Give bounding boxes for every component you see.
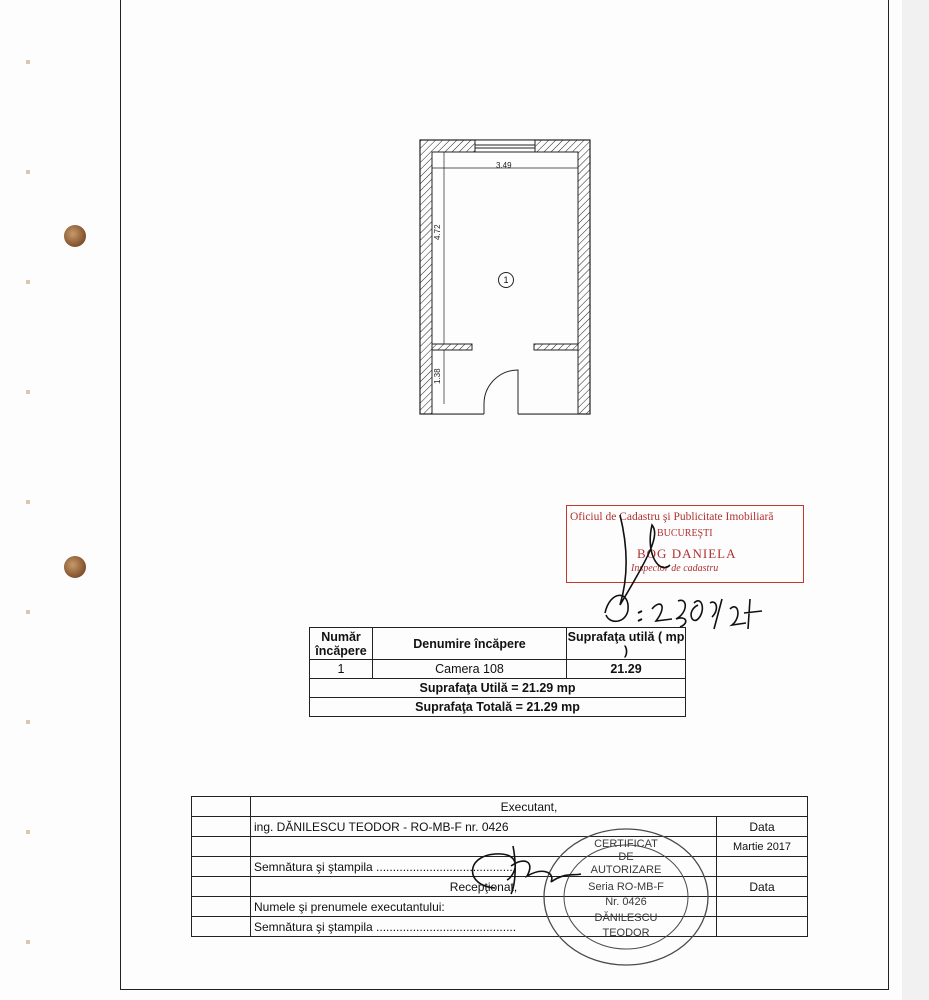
executant-signature xyxy=(455,836,585,896)
dimension-height-upper-label: 4.72 xyxy=(433,224,442,240)
seal-line: Seria RO-MB-F xyxy=(588,881,664,893)
receptionat-title: Recepţionat, xyxy=(251,877,717,897)
total-overall-area: Suprafaţa Totală = 21.29 mp xyxy=(310,698,686,717)
seal-line: CERTIFICAT xyxy=(594,838,658,850)
dimension-height-lower-label: 1.38 xyxy=(433,368,442,384)
executant-name: ing. DĂNILESCU TEODOR - RO-MB-F nr. 0426 xyxy=(251,817,717,837)
header-room-area: Suprafaţa utilă ( mp ) xyxy=(567,629,685,658)
stamp-line-role: Inspector de cadastru xyxy=(631,563,719,574)
data-label: Data xyxy=(717,877,808,897)
room-number-marker: 1 xyxy=(498,272,514,288)
seal-line: DE xyxy=(618,851,634,863)
page-frame-left xyxy=(120,0,121,990)
data-label: Data xyxy=(717,817,808,837)
seal-line: Nr. 0426 xyxy=(605,896,647,908)
page-frame-right xyxy=(888,0,889,990)
date-value: Martie 2017 xyxy=(717,837,808,857)
rooms-table xyxy=(309,627,686,717)
cell-room-number: 1 xyxy=(310,660,373,679)
punch-hole-icon xyxy=(64,556,86,578)
cell-room-name: Camera 108 xyxy=(373,660,567,679)
stamp-line-name: BOG DANIELA xyxy=(637,546,737,561)
executant-signature-label: Semnătura şi ştampila .......................................... xyxy=(251,857,717,877)
page-frame-bottom xyxy=(120,989,889,990)
receptionat-signature-label: Semnătura şi ştampila .......................................... xyxy=(251,917,717,937)
punch-hole-icon xyxy=(64,225,86,247)
seal-line: DĂNILESCU xyxy=(594,912,658,924)
stamp-line-office: Oficiul de Cadastru şi Publicitate Imobiliară xyxy=(570,511,774,523)
seal-line: AUTORIZARE xyxy=(590,864,662,876)
dimension-width-label: 3.49 xyxy=(496,161,512,170)
stamp-line-city: BUCUREŞTI xyxy=(657,528,713,539)
executant-name-label: Numele şi prenumele executantului: xyxy=(251,897,717,917)
total-useful-area: Suprafaţa Utilă = 21.29 mp xyxy=(310,679,686,698)
seal-line: TEODOR xyxy=(602,927,650,939)
paper-edge-marks xyxy=(26,0,30,1000)
cell-room-area: 21.29 xyxy=(567,660,686,679)
header-room-number: Număr încăpere xyxy=(310,628,373,660)
table-row xyxy=(310,660,686,679)
scan-margin-strip xyxy=(902,0,929,1000)
executant-title: Executant, xyxy=(251,797,808,817)
header-room-name: Denumire încăpere xyxy=(373,628,567,660)
